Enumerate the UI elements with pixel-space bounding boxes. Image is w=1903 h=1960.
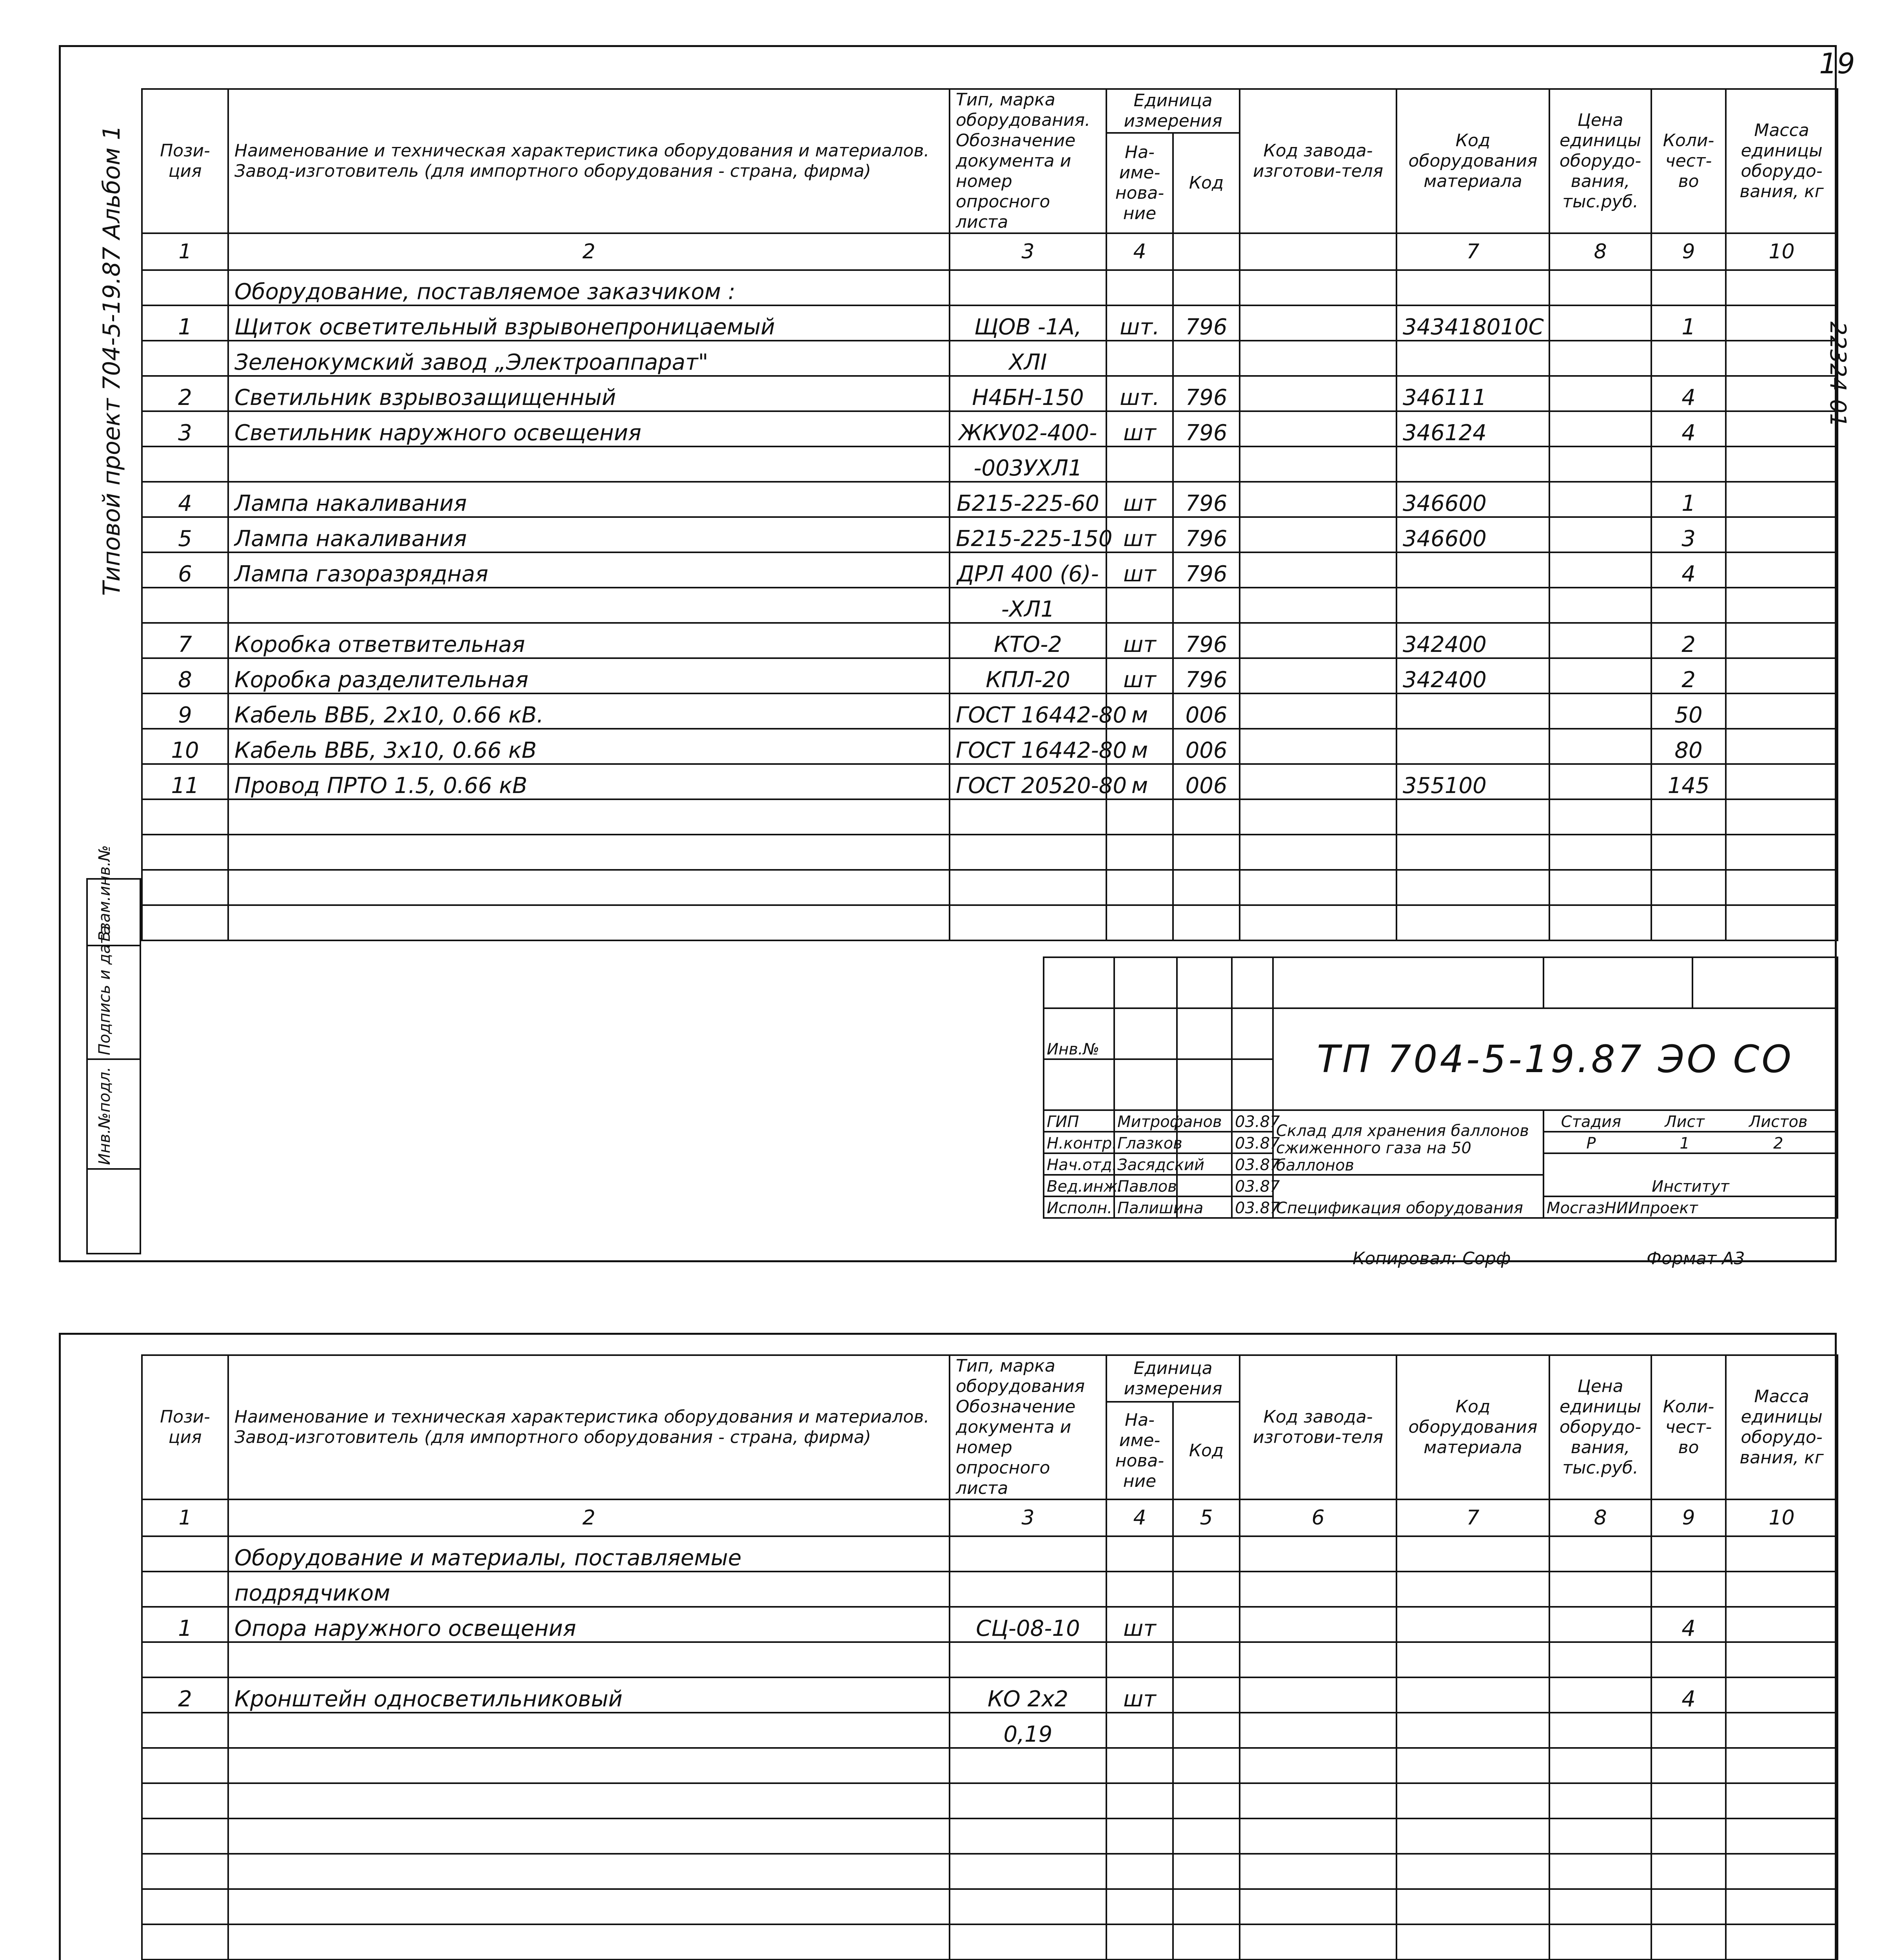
object-name: Склад для хранения баллонов сжиженного газа на 50 баллонов — [1273, 1110, 1543, 1175]
col-header-unit: Единица измерения — [1106, 89, 1240, 133]
table-row: 10 Кабель ВВБ, 3х10, 0.66 кВ ГОСТ 16442-80 м 006 80 — [142, 729, 1838, 764]
empty-row — [142, 1783, 1838, 1818]
col-header-unit-code: Код — [1173, 133, 1240, 233]
table-row: 0,19 — [142, 1713, 1838, 1748]
table-row: 3 Светильник наружного освещения ЖКУ02-400- шт 796 346124 4 — [142, 411, 1838, 446]
side-field-inv: Инв.№подл. — [88, 1060, 140, 1170]
side-stamp-top — [86, 845, 141, 1254]
institute: МосгазНИИпроект — [1543, 1196, 1838, 1218]
side-field-sign: Подпись и дата — [88, 946, 140, 1060]
table-row: -ХЛ1 — [142, 588, 1838, 623]
page-number: 19 — [1819, 47, 1855, 80]
side-label: Типовой проект 704-5-19.87 Альбом 1 — [98, 125, 125, 596]
col-header-name: Наименование и техническая характеристика оборудования и материалов. Завод-изготовитель (для импортного оборудования - страна, фирма) — [228, 89, 950, 233]
empty-row — [142, 905, 1838, 940]
empty-row — [142, 870, 1838, 905]
spec-table-bottom: Пози-ция Наименование и техническая характеристика оборудования и материалов. Завод-изготовитель (для импортного оборудования - страна, фирма) Тип, марка оборудования Обозначение документа и номер опросного листа Единица измерения Код завода-изготови-теля Код оборудования материала Цена единицы оборудо-вания, тыс.руб. Коли-чест-во Масса единицы оборудо-вания, кг На-име-нова-ние Код 1 2 3 4 5 6 7 8 9 10 Оборудование и материалы, поставляемые подрядчиком 1 Опора наружного освещения СЦ-08-10 шт 4 2 Кронштейн односветильниковый КО 2х2 шт 4 0,19 — [141, 1354, 1838, 1960]
column-number-row: 1 2 3 4 7 8 9 10 — [142, 233, 1838, 270]
empty-row — [142, 799, 1838, 835]
col-header-price: Цена единицы оборудо-вания, тыс.руб. — [1549, 89, 1651, 233]
col-header-pos: Пози-ция — [142, 89, 228, 233]
empty-row — [142, 1818, 1838, 1854]
empty-row — [142, 1854, 1838, 1889]
col-header-unit-name: На-име-нова-ние — [1106, 133, 1173, 233]
table-row: 1 Опора наружного освещения СЦ-08-10 шт 4 — [142, 1607, 1838, 1642]
col-header-mass: Масса единицы оборудо-вания, кг — [1726, 89, 1838, 233]
copied-by-top: Копировал: Сорф — [1353, 1249, 1511, 1269]
table-row: Зеленокумский завод „Электроаппарат" ХЛI — [142, 341, 1838, 376]
table-row: 1 Щиток осветительный взрывонепроницаемый ЩОВ -1А, шт. 796 343418010С 1 — [142, 305, 1838, 341]
empty-row — [142, 1748, 1838, 1783]
inv-label: Инв.№ — [1044, 1008, 1114, 1059]
col-header-qty: Коли-чест-во — [1651, 89, 1726, 233]
table-row: 7 Коробка ответвительная КТО-2 шт 796 342400 2 — [142, 623, 1838, 658]
table-row: 5 Лампа накаливания Б215-225-150 шт 796 346600 3 — [142, 517, 1838, 552]
empty-row — [142, 1889, 1838, 1924]
table-row: 6 Лампа газоразрядная ДРЛ 400 (6)- шт 796 4 — [142, 552, 1838, 588]
table-row: 2 Светильник взрывозащищенный Н4БН-150 шт. 796 346111 4 — [142, 376, 1838, 411]
doc-code: ТП 704-5-19.87 ЭО СО — [1317, 1037, 1794, 1081]
sheet-title: Спецификация оборудования — [1273, 1175, 1543, 1218]
spec-table-top — [141, 88, 1838, 941]
edge-code: 22324-01 — [1825, 321, 1850, 427]
col-header-code: Код оборудования материала — [1396, 89, 1549, 233]
empty-row — [142, 1924, 1838, 1960]
col-header-factory: Код завода-изготови-теля — [1240, 89, 1396, 233]
empty-row — [142, 835, 1838, 870]
title-block-top: Инв.№ ТП 704-5-19.87 ЭО СО ГИП Митрофанов 03.87 Склад для хранения баллонов сжиженного газа на 50 баллонов Стадия Лист Листов Н.контр. Глазков 03.87 Р 1 2 Нач.отд. Засядский 03.87 Институт Вед.инж. Павлов 03.87 Спецификация оборудования Исполн. Палишина 03.87 МосгазНИИпроект — [1043, 956, 1838, 1219]
col-header-type: Тип, марка оборудования. Обозначение документа и номер опросного листа — [950, 89, 1106, 233]
table-row: Оборудование, поставляемое заказчиком : — [142, 270, 1838, 305]
table-row: подрядчиком — [142, 1572, 1838, 1607]
table-row: -003УХЛ1 — [142, 446, 1838, 482]
side-field-swap: Взам.инв.№ — [88, 880, 140, 946]
table-row: 9 Кабель ВВБ, 2х10, 0.66 кВ. ГОСТ 16442-80 м 006 50 — [142, 693, 1838, 729]
column-number-row-bottom: 1 2 3 4 5 6 7 8 9 10 — [142, 1499, 1838, 1536]
table-row — [142, 1642, 1838, 1677]
table-row: Оборудование и материалы, поставляемые — [142, 1536, 1838, 1572]
table-row: 4 Лампа накаливания Б215-225-60 шт 796 346600 1 — [142, 482, 1838, 517]
table-row: 2 Кронштейн односветильниковый КО 2х2 шт 4 — [142, 1677, 1838, 1713]
format-top: Формат А3 — [1647, 1249, 1745, 1269]
table-row: 8 Коробка разделительная КПЛ-20 шт 796 342400 2 — [142, 658, 1838, 693]
table-row: 11 Провод ПРТО 1.5, 0.66 кВ ГОСТ 20520-80 м 006 355100 145 — [142, 764, 1838, 799]
